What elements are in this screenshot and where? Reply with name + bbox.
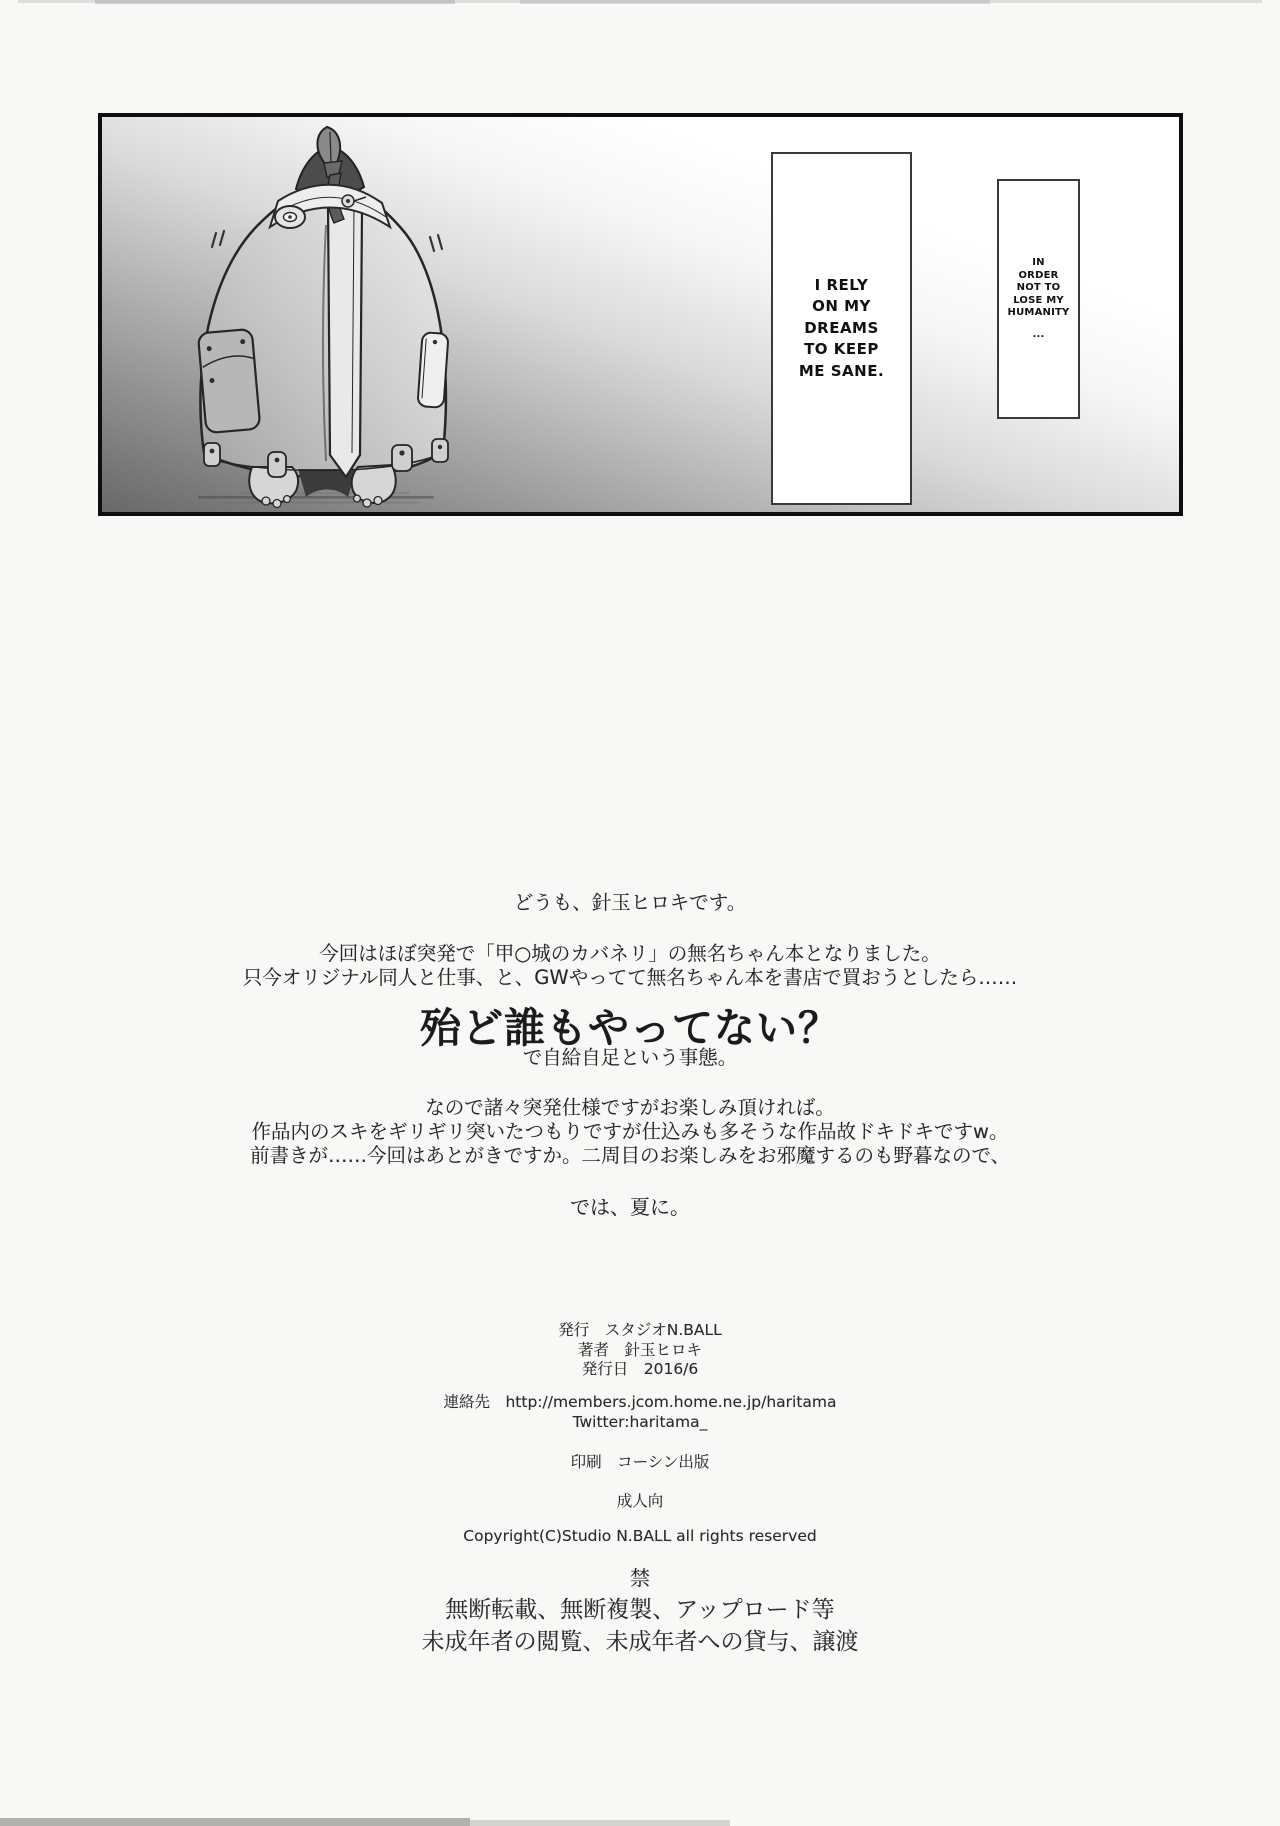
afterword-greeting: どうも、針玉ヒロキです。 xyxy=(513,891,747,914)
colophon-date: 発行日 2016/6 xyxy=(581,1360,699,1378)
bubble-line: ON MY xyxy=(812,297,871,316)
floor-shadow xyxy=(198,492,434,504)
afterword-paragraph-1 xyxy=(0,942,1270,991)
speech-bubble-left-text xyxy=(799,275,884,383)
colophon-twitter: Twitter:haritama_ xyxy=(572,1413,708,1431)
left-pocket xyxy=(198,329,261,433)
cloaked-figure-illustration xyxy=(180,125,480,510)
bubble-line: I RELY xyxy=(814,275,869,294)
bubble-line: NOT TO xyxy=(1016,282,1061,293)
bubble-line: LOSE MY xyxy=(1013,294,1064,306)
top-edge-scan-artifact xyxy=(95,0,455,4)
colophon-publisher: 発行 スタジオN.BALL xyxy=(558,1321,722,1339)
bubble-line: TO KEEP xyxy=(804,340,879,359)
bubble-line: HUMANITY xyxy=(1007,307,1070,318)
afterword-closing: では、夏に。 xyxy=(570,1195,690,1219)
prohibition-line: 未成年者の閲覧、未成年者への貸与、譲渡 xyxy=(421,1629,859,1655)
afterword-headline: 殆ど誰もやってない？ xyxy=(420,1004,840,1052)
colophon-author: 著者 針玉ヒロキ xyxy=(577,1341,702,1359)
speech-bubble-left xyxy=(771,152,912,505)
bottom-edge-scan-artifact xyxy=(470,1820,730,1826)
right-pocket xyxy=(417,332,448,408)
right-foot xyxy=(352,465,396,507)
bubble-line: DREAMS xyxy=(804,318,879,337)
speech-bubble-right xyxy=(997,179,1080,419)
top-edge-scan-artifact xyxy=(18,0,1262,3)
top-edge-scan-artifact xyxy=(520,0,990,4)
afterword-line: 今回はほぼ突発で「甲○城のカバネリ」の無名ちゃん本となりました。 xyxy=(319,942,941,965)
prohibition-line: 無断転載、無断複製、アップロード等 xyxy=(445,1597,835,1623)
bottom-edge-scan-artifact xyxy=(0,1818,470,1826)
bubble-line: ORDER xyxy=(1018,269,1059,281)
afterword-paragraph-2 xyxy=(0,1096,1270,1168)
colophon-contact-url: 連絡先 http://members.jcom.home.ne.jp/haritama xyxy=(443,1393,837,1411)
coat-front-band xyxy=(323,193,362,477)
afterword-subheadline: で自給自足という事態。 xyxy=(522,1046,738,1069)
speech-bubble-right-text xyxy=(1008,257,1070,341)
manga-panel xyxy=(98,113,1183,516)
colophon-printer: 印刷 コーシン出版 xyxy=(570,1453,710,1471)
afterword-line: 前書きが……今回はあとがきですか。二周目のお楽しみをお邪魔するのも野暮なので、 xyxy=(249,1144,1011,1167)
colophon-copyright: Copyright(C)Studio N.BALL all rights reserved xyxy=(463,1527,817,1545)
prohibition-mark: 禁 xyxy=(630,1566,650,1590)
bubble-line: ME SANE. xyxy=(798,361,885,380)
colophon-age-rating: 成人向 xyxy=(616,1492,664,1510)
afterword-line: 只今オリジナル同人と仕事、と、GWやってて無名ちゃん本を書店で買おうとしたら…… xyxy=(242,966,1018,990)
afterword-line: なので諸々突発仕様ですがお楽しみ頂ければ。 xyxy=(425,1096,835,1119)
bubble-ellipsis: ... xyxy=(1032,328,1045,340)
afterword-line: 作品内のスキをギリギリ突いたつもりですが仕込みも多そうな作品故ドキドキですw。 xyxy=(251,1120,1009,1143)
bubble-line: IN xyxy=(1032,257,1045,268)
